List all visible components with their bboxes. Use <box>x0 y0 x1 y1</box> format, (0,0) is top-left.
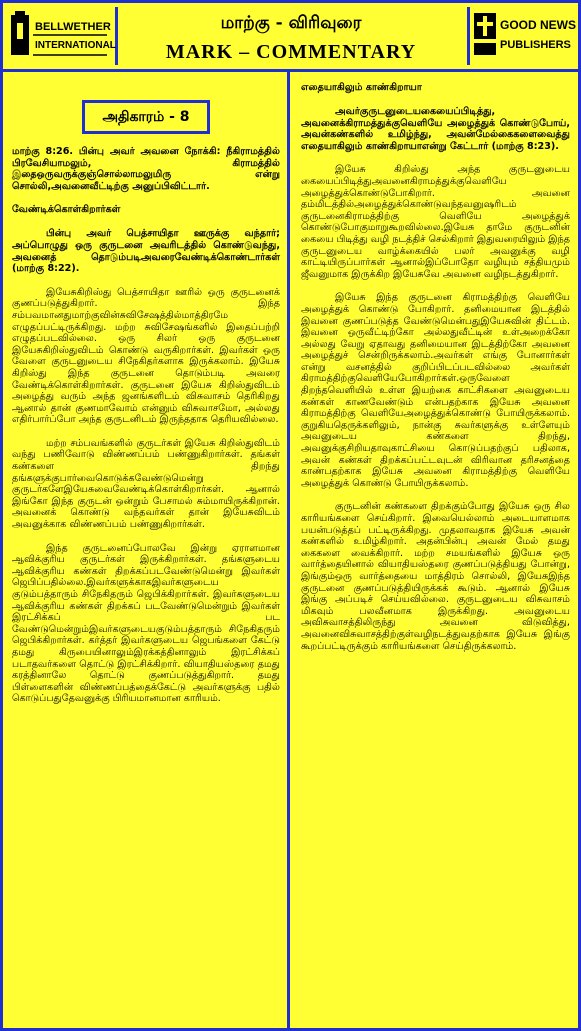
right-logo-line1: GOOD NEWS <box>500 18 577 32</box>
verse-mark-8-23: அவர்குருடனுடையகையைப்பிடித்து, அவனைக்கிராமத்துக்குவெளியே அழைத்துக் கொண்டுபோய், அவன்கண்களில் உமிழ்ந்து, அவன்மேல்கைகளைவைத்து எதையாகிலும் காண்கிறாயாஎன்று கேட்டார் (மாற்கு 8:23). <box>301 106 570 152</box>
left-column <box>3 72 290 1028</box>
title-box <box>118 7 464 65</box>
left-logo-line2: INTERNATIONAL <box>35 40 116 51</box>
good-news-logo <box>467 7 578 65</box>
title-tamil: மாற்கு - விரிவுரை <box>220 13 362 33</box>
title-english: MARK – COMMENTARY <box>165 41 417 63</box>
bellwether-logo-icon <box>7 7 111 63</box>
section-heading: வேண்டிக்கொள்கிறார்கள் <box>12 204 121 216</box>
header <box>3 3 578 72</box>
paragraph: இயேசுகிறிஸ்து பெத்சாயிதா ஊரில் ஒரு குருடனைக் குணப்படுத்துகிறார். இந்த சம்பவமானதுமாற்குவின்சுவிசேஷத்தில்மாத்திரமே எழுதப்பட்டிருக்கிறது. மற்ற சுவிசேஷங்களில் இதைப்பற்றி எழுதப்படவில்லை. ஒரு சிலர் ஒரு குருடனை இயேசுகிறிஸ்துவிடம் கொண்டு வருகிறார்கள். இவர்கள் ஒரு வேளை குருடனுடைய சிநேகிதர்களாக இருக்கலாம். இயேசு கிறிஸ்து இந்த குருடனை தொடும்படி அவரை வேண்டிக்கொள்கிறார்கள். குருடனை இயேசு கிறிஸ்துவிடம் அழைத்து வரும் அந்த ஜனங்களிடம் விசுவாசம் தெரிகிறது ஆனால் தான் குணமாவோம் என்னும் விசுவாசமோ, அல்லது எதிர்பார்ப்போ அந்த குருடனிடம் இருந்ததாக தெரியவில்லை. <box>12 286 280 426</box>
good-news-logo-icon <box>470 7 577 63</box>
paragraph: குருடனின் கண்களை திறக்கும்போது இயேசு ஒரு சில காரியங்களை செய்கிறார். இவையெல்லாம் அடையாளமாக பயன்படுத்தப் பட்டிருக்கிறது. முதலாவதாக இயேசு அவன் கண்களில் உமிழ்கிறார். அதன்பின்பு அவன் மேல் தமது கைகளை வைக்கிறார். மற்ற சமயங்களில் இயேசு ஒரு வார்த்தையினால் வியாதியஸ்தரை குணப்படுத்தியது போன்று, இங்கும்ஒரு வார்த்தையை மாத்திரம் சொல்லி, இயேசுஇந்த குருடனை குணப்படுத்தியிருக்கக் கூடும். ஆனால் இயேசு இங்கு அப்படிச் செய்யவில்லை. குருடனுடைய விசுவாசம் மிகவும் பலவீனமாக இருக்கிறது. அவனுடைய அவிசுவாசத்திலிருந்து அவனை விடுவித்து, அவனைவிசுவாசத்திற்குள்வழிநடத்துவதற்காக இயேசு இங்கு கூறப்பட்டிருக்கும் காரியங்களை செய்திருக்கலாம். <box>301 501 570 652</box>
verse-mark-8-22: பின்பு அவர் பெத்சாயிதா ஊருக்கு வந்தார்; அப்பொழுது ஒரு குருடனை அவரிடத்தில் கொண்டுவந்து, அவனைத் தொடும்படிஅவரைவேண்டிக்கொண்டார்கள் (மாற்கு 8:22). <box>12 228 280 275</box>
section-heading: எதையாகிலும் காண்கிறாயா <box>301 82 422 93</box>
verse-mark-8-26: மாற்கு 8:26. பின்பு அவர் அவனை நோக்கி: நீகிராமத்தில் பிரவேசியாமலும், கிராமத்தில் இதைஒருவருக்குஞ்சொல்லாமலுமிரு என்று சொல்லி,அவனைவீட்டிற்கு அனுப்பிவிட்டார். <box>12 146 280 192</box>
left-logo-line1: BELLWETHER <box>35 21 111 33</box>
paragraph: இந்த குருடனைப்போலவே இன்று ஏராளமான ஆவிக்குரிய குருடர்கள் இருக்கிறார்கள். தங்களுடைய ஆவிக்குரிய கண்கள் திறக்கப்படவேண்டுமென்று இவர்கள் ஜெபிப்பதில்லை.இவர்களுக்காகஇவர்களுடைய குடும்பத்தாரும் சிநேகிதரும் ஜெபிக்கிறார்கள். இவர்களுடைய ஆவிக்குரிய கண்கள் திறக்கப் படவேண்டுமென்றும் இவர்கள் இரட்சிக்கப் பட வேண்டுமென்றும்இவர்களுடையகுடும்பத்தாரும் சிநேகிதரும் ஜெபிக்கிறார்கள். கர்த்தர் இவர்களுடைய ஜெபங்களை கேட்டு தமது கிருபையினாலும்இரக்கத்தினாலும் இரட்சிக்கப் படாதவர்களை தொட்டு இரட்சிக்கிறார். வியாதியஸ்தரை தமது கரத்தினாலே தொட்டு குணப்படுத்துகிறார். தமது பிள்ளைகளின் விண்ணப்பத்தைக்கேட்டு அவர்களுக்கு பதில் கொடுப்பதுதேவனுக்கு பிரியமானமான காரியம். <box>12 542 280 705</box>
chapter-box: அதிகாரம் - 8 <box>82 100 210 134</box>
bellwether-logo <box>7 7 118 65</box>
paragraph: மற்ற சம்பவங்களில் குருடர்கள் இயேசு கிறிஸ்துவிடம் வந்து பணிவோடு விண்ணப்பம் பண்ணுகிறார்கள். தங்கள் கண்களை திறந்து தங்களுக்குபார்வைகொடுக்கவேண்டுமென்று குருடர்களேஇயேசுவைவேண்டிக்கொள்கிறார்கள். ஆனால் இங்கோ இந்த குருடன் ஒன்றும் பேசாமல் சும்மாயிருக்கிறான். அவனைக் கொண்டு வந்தவர்கள் தான் இயேசுவிடம் அவனுக்காக விண்ணப்பம் பண்ணுகிறார்கள். <box>12 437 280 531</box>
right-column <box>293 72 578 1028</box>
paragraph: இயேசு கிறிஸ்து அந்த குருடனுடைய கையைப்பிடித்துஅவனைகிராமத்துக்குவெளியே அழைத்துக்கொண்டுபோகிறார். அவனை தம்மிடத்தில்அழைத்துக்கொண்டுவந்தவனுஷரிடம் குருடனைகிராமத்திற்கு வெளியே அழைத்துக் கொண்டுபோகுமாறுகூறவில்லை.இயேசு தாமே குருடனின் கையை பிடித்து வழி நடத்திச் செல்கிறார் இதுவரையிலும் இந்த குருடனுடைய வாழ்க்கையில் பலர் அவனுக்கு வழி காட்டியிருப்பார்கள் ஆனால்இப்போதோ வழியும் சத்தியமும் ஜீவனுமாக இருக்கிற இயேசுவே அவனை வழிநடத்துகிறார். <box>301 164 570 280</box>
right-logo-line2: PUBLISHERS <box>500 39 571 51</box>
paragraph: இயேசு இந்த குருடனை கிராமத்திற்கு வெளியே அழைத்துக் கொண்டு போகிறார். தனிமையான இடத்தில் இவனை குணப்படுத்த வேண்டுமென்பதுஇயேசுவின் திட்டம். இவனை ஒருவீட்டிற்கோ அல்லதுவீட்டின் உள்அறைக்கோ அல்லது வேறு ஏதாவது தனிமையான இடத்திற்கோ அவனை அழைத்துச் சென்றிருக்கலாம்.அவர்கள் எங்கு போனார்கள் என்று வசனத்தில் குறிப்பிடப்படவில்லை அவர்கள் கிராமத்திற்குவெளியேபோகிறார்கள்.ஒருவேளை திறந்தவெளியில் உள்ள இயற்கை காட்சிகளை அவனுடைய கண்கள் காணவேண்டும் என்பதற்காக இயேசு அவனை கிராமத்திற்கு வெளியேஅழைத்துக்கொண்டு போயிருக்கலாம். குறுகியதெருக்களிலும், நான்கு சுவர்களுக்கு உள்ளேயும் அவனுடைய கண்களை திறந்து, அவனுக்குசிறியதாவுகாட்சியை கொடுப்பதற்குப் பதிலாக, அவன் கண்கள் திறக்கப்பட்டவுடன் விரிவான தரிசனத்தை காண்பதற்காக இயேசு அவனை கிராமத்திற்கு வெளியே அழைத்துக் கொண்டு போயிருக்கலாம். <box>301 292 570 489</box>
